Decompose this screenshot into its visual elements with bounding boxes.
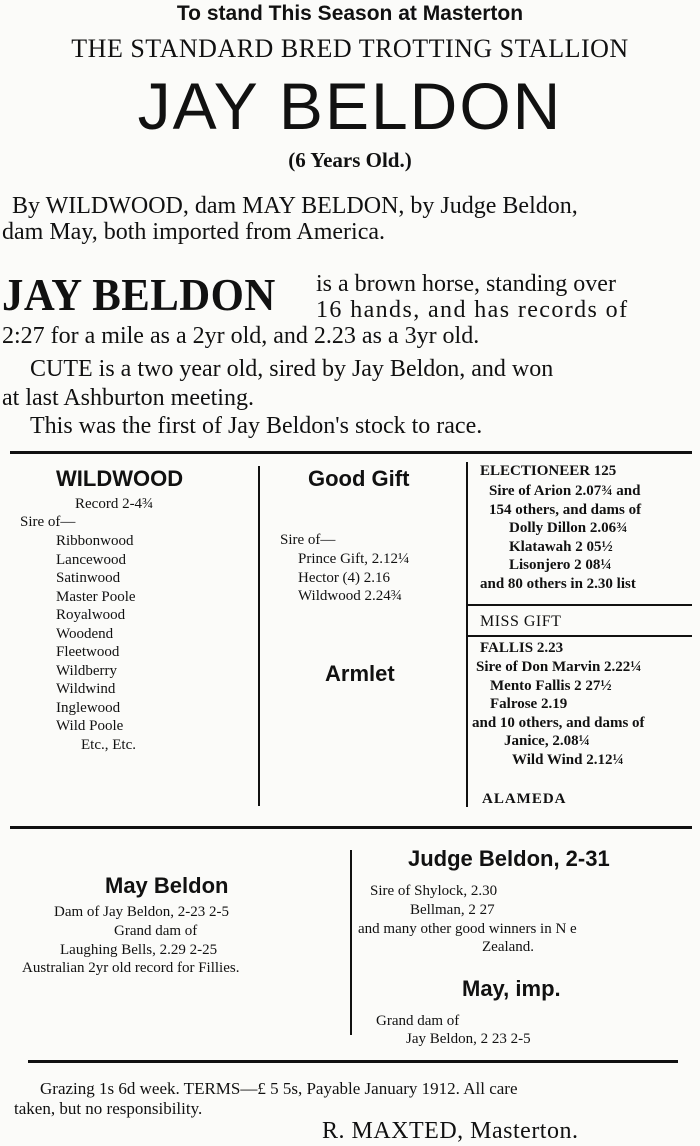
list-item: Falrose 2.19 — [490, 696, 568, 712]
list-item: Wild Wind 2.12¼ — [512, 751, 624, 768]
list-item: Hector (4) 2.16 — [298, 569, 391, 586]
description-line-6: This was the first of Jay Beldon's stock to race. — [30, 413, 483, 439]
rule-bottom — [28, 1060, 678, 1063]
dam-divider — [350, 850, 352, 1035]
may-beldon-line-3: Laughing Bells, 2.29 2-25 — [60, 942, 218, 958]
wildwood-title: WILDWOOD — [56, 466, 184, 491]
rule-electioneer — [468, 604, 692, 606]
judge-beldon-title: Judge Beldon, 2-31 — [408, 846, 610, 871]
list-item: Prince Gift, 2.12¼ — [298, 551, 410, 567]
signature: R. MAXTED, Masterton. — [322, 1118, 579, 1144]
list-item: Etc., Etc. — [81, 736, 136, 753]
col-divider-1 — [258, 466, 260, 806]
wildwood-horses-list — [56, 532, 136, 754]
judge-beldon-line-2: Bellman, 2 27 — [410, 902, 495, 918]
age-line: (6 Years Old.) — [288, 148, 412, 172]
intro-line-2: dam May, both imported from America. — [2, 219, 386, 245]
rule-top — [10, 451, 692, 454]
list-item: Mento Fallis 2 27½ — [490, 677, 612, 694]
electioneer-lines — [480, 482, 641, 593]
list-item: Wildwind — [56, 681, 116, 697]
judge-beldon-line-1: Sire of Shylock, 2.30 — [370, 883, 498, 899]
may-imp-title: May, imp. — [462, 976, 561, 1001]
good-gift-title: Good Gift — [308, 466, 410, 491]
description-line-4: CUTE is a two year old, sired by Jay Beldon, and won — [30, 356, 554, 382]
header-line-2: THE STANDARD BRED TROTTING STALLION — [71, 34, 629, 63]
electioneer-title: ELECTIONEER 125 — [480, 463, 617, 479]
list-item: Satinwood — [56, 570, 121, 586]
may-imp-line-1: Grand dam of — [376, 1013, 460, 1029]
list-item: Inglewood — [56, 699, 121, 716]
description-line-5: at last Ashburton meeting. — [2, 385, 254, 411]
list-item: Wildwood 2.24¾ — [298, 588, 402, 604]
footer-line-1: Grazing 1s 6d week. TERMS—£ 5 5s, Payable January 1912. All care — [40, 1079, 518, 1098]
good-gift-sire-of: Sire of— — [280, 532, 336, 548]
description-line-2: 16 hands, and has records of — [316, 297, 629, 323]
list-item: Dolly Dillon 2.06¾ — [509, 520, 628, 536]
footer-line-2: taken, but no responsibility. — [14, 1099, 203, 1118]
fallis-lines — [472, 658, 645, 769]
may-beldon-line-4: Australian 2yr old record for Fillies. — [22, 960, 240, 976]
judge-beldon-line-3: and many other good winners in N e — [358, 921, 577, 937]
wildwood-sire-of: Sire of— — [20, 514, 76, 530]
header-line-1: To stand This Season at Masterton — [176, 2, 524, 25]
rule-miss-gift — [468, 635, 692, 637]
judge-beldon-line-4: Zealand. — [482, 939, 535, 955]
wildwood-record: Record 2-4¾ — [75, 496, 154, 512]
intro-line-1: By WILDWOOD, dam MAY BELDON, by Judge Beldon, — [12, 193, 578, 219]
list-item: Royalwood — [56, 607, 126, 623]
fallis-title: FALLIS 2.23 — [480, 640, 564, 656]
may-imp-line-2: Jay Beldon, 2 23 2-5 — [406, 1031, 531, 1047]
may-beldon-title: May Beldon — [105, 873, 229, 898]
description-line-3: 2:27 for a mile as a 2yr old, and 2.23 as a 3yr old. — [2, 323, 480, 349]
list-item: and 10 others, and dams of — [472, 714, 645, 731]
list-item: Sire of Don Marvin 2.22¼ — [476, 659, 642, 675]
armlet-title: Armlet — [325, 661, 395, 686]
list-item: and 80 others in 2.30 list — [480, 575, 636, 592]
list-item: Wildberry — [56, 662, 118, 679]
alameda-title: ALAMEDA — [482, 791, 567, 807]
good-gift-horses-list — [298, 550, 409, 606]
list-item: Master Poole — [56, 588, 136, 605]
list-item: Lisonjero 2 08¼ — [509, 557, 612, 573]
description-line-1: is a brown horse, standing over — [316, 271, 616, 297]
stallion-name-title: JAY BELDON — [137, 69, 563, 143]
may-beldon-line-2: Grand dam of — [114, 923, 198, 939]
list-item: Lancewood — [56, 551, 126, 568]
list-item: Woodend — [56, 625, 114, 642]
rule-middle — [10, 826, 692, 829]
list-item: Fleetwood — [56, 644, 120, 660]
list-item: 154 others, and dams of — [489, 501, 642, 518]
may-beldon-line-1: Dam of Jay Beldon, 2-23 2-5 — [54, 904, 229, 920]
list-item: Janice, 2.08¼ — [504, 733, 590, 749]
list-item: Klatawah 2 05½ — [509, 538, 613, 555]
description-name: JAY BELDON — [2, 269, 276, 320]
miss-gift-title: MISS GIFT — [480, 613, 562, 630]
list-item: Wild Poole — [56, 718, 124, 734]
list-item: Ribbonwood — [56, 533, 134, 549]
list-item: Sire of Arion 2.07¾ and — [489, 483, 641, 499]
